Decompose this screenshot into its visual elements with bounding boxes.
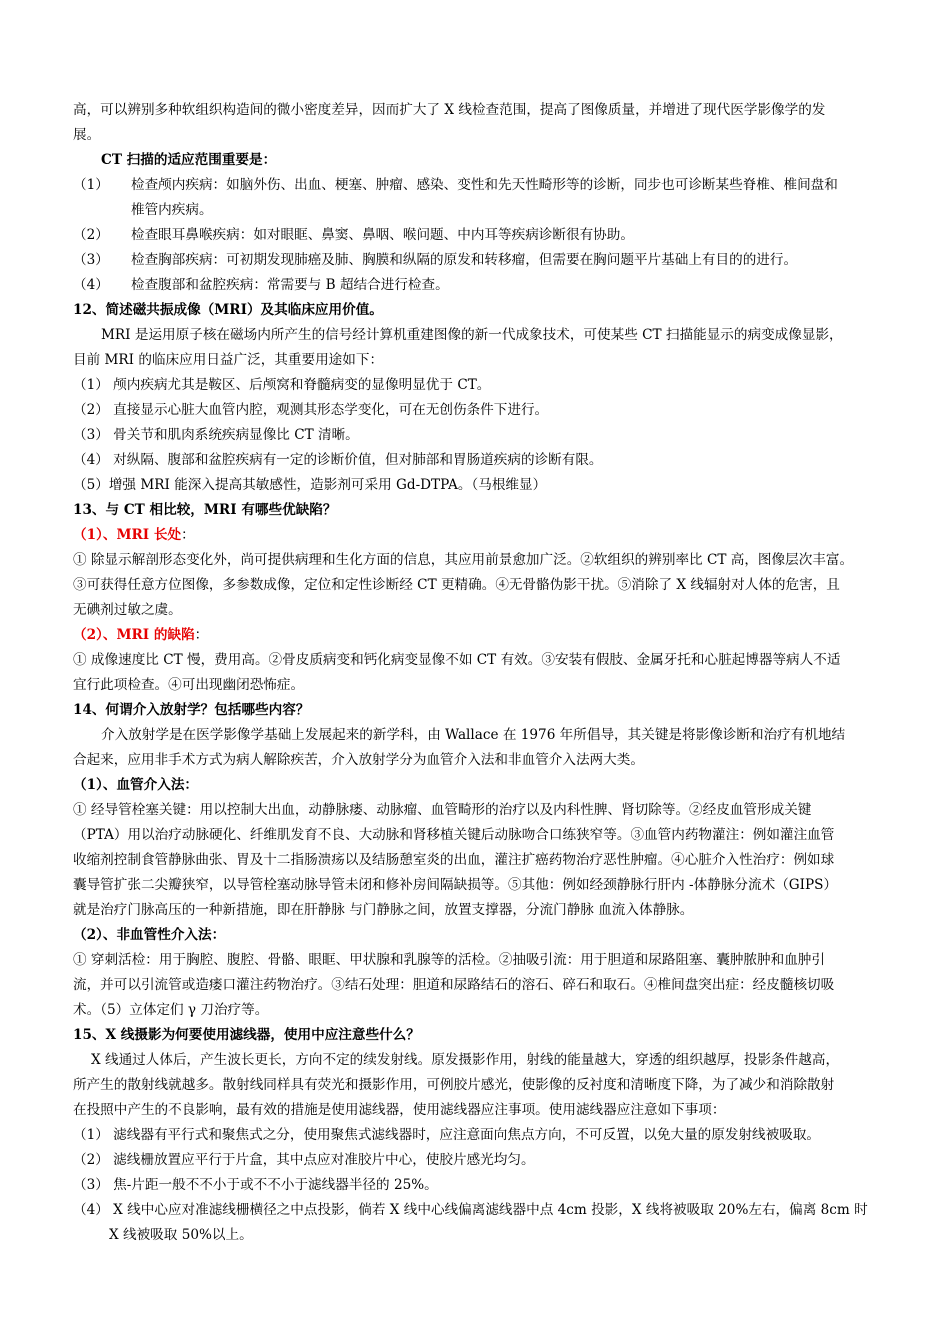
paragraph-line: 合起来，应用非手术方式为病人解除疾苦，介入放射学分为血管介入法和非血管介入法两大类。	[73, 752, 644, 768]
list-item: （4） X 线中心应对准滤线栅横径之中点投影，倘若 X 线中心线偏离滤线器中点 4cm 投影，X 线将被吸取 20%左右，偏离 8cm 时	[73, 1202, 868, 1218]
list-item: （4） 对纵隔、腹部和盆腔疾病有一定的诊断价值，但对肺部和胃肠道疾病的诊断有限。	[73, 452, 603, 468]
paragraph-line: 介入放射学是在医学影像学基础上发展起来的新学科，由 Wallace 在 1976 年所倡导，其关键是将影像诊断和治疗有机地结	[101, 727, 846, 743]
paragraph-line: 高，可以辨别多种软组织构造间的微小密度差异，因而扩大了 X 线检查范围，提高了图像质量，并增进了现代医学影像学的发	[73, 102, 826, 118]
paragraph-line: 就是治疗门脉高压的一种新措施，即在肝静脉 与门静脉之间，放置支撑器，分流门静脉 血流入体静脉。	[73, 902, 694, 918]
paragraph-line: ① 经导管栓塞关键：用以控制大出血，动静脉瘘、动脉瘤、血管畸形的治疗以及内科性脾、肾切除等。②经皮血管形成关键	[73, 802, 812, 818]
section-heading: CT 扫描的适应范围重要是：	[101, 152, 277, 168]
list-item	[73, 223, 882, 248]
heading-colon: ：	[181, 527, 195, 543]
heading-colon: ：	[194, 627, 209, 643]
paragraph-line: X 线通过人体后，产生波长更长，方向不定的续发射线。原发摄影作用，射线的能量越大，穿透的组织越厚，投影条件越高，	[91, 1052, 840, 1068]
paragraph-line: 展。	[73, 127, 101, 143]
list-item: （2） 直接显示心脏大血管内腔，观测其形态学变化，可在无创伤条件下进行。	[73, 402, 549, 418]
list-item: （1） 滤线器有平行式和聚焦式之分，使用聚焦式滤线器时，应注意面向焦点方向，不可反置，以免大量的原发射线被吸取。	[73, 1127, 821, 1143]
paragraph-line: 目前 MRI 的临床应用日益广泛，其重要用途如下：	[73, 352, 384, 368]
question-title: 15、X 线摄影为何要使用滤线器，使用中应注意些什么？	[73, 1027, 420, 1043]
paragraph-line: ③可获得任意方位图像，多参数成像，定位和定性诊断经 CT 更精确。④无骨骼伪影干扰。⑤消除了 X 线辐射对人体的危害，且	[73, 577, 840, 593]
list-text: 检查胸部疾病：可初期发现肺癌及肺、胸膜和纵隔的原发和转移瘤，但需要在胸问题平片基础上有目的的进行。	[131, 252, 798, 268]
paragraph-line: ① 成像速度比 CT 慢，费用高。②骨皮质病变和钙化病变显像不如 CT 有效。③安装有假肢、金属牙托和心脏起博器等病人不适	[73, 652, 841, 668]
list-item: （2） 滤线栅放置应平行于片盒，其中点应对准胶片中心，使胶片感光均匀。	[73, 1152, 535, 1168]
list-item	[73, 173, 882, 198]
list-item: （1） 颅内疾病尤其是鞍区、后颅窝和脊髓病变的显像明显优于 CT。	[73, 377, 491, 393]
list-item-continuation: X 线被吸取 50%以上。	[109, 1227, 253, 1243]
question-title: 13、与 CT 相比较，MRI 有哪些优缺陷？	[73, 502, 337, 518]
subsection-heading: （2）、非血管性介入法：	[73, 927, 226, 943]
list-item: （3） 焦-片距一般不不小于或不不小于滤线器半径的 25%。	[73, 1177, 438, 1193]
list-text: 检查腹部和盆腔疾病：常需要与 B 超结合进行检查。	[131, 277, 449, 293]
list-item	[73, 273, 882, 298]
advantages-heading: （1）、MRI 长处	[73, 527, 182, 543]
paragraph-line: 囊导管扩张二尖瓣狭窄，以导管栓塞动脉导管未闭和修补房间隔缺损等。⑤其他：例如经颈静脉行肝内 -体静脉分流术（GIPS）	[73, 877, 838, 893]
list-number: （1）	[73, 177, 109, 193]
paragraph-line: MRI 是运用原子核在磁场内所产生的信号经计算机重建图像的新一代成象技术，可使某些 CT 扫描能显示的病变成像显影，	[101, 327, 843, 343]
list-text: 检查眼耳鼻喉疾病：如对眼眶、鼻窦、鼻咽、喉问题、中内耳等疾病诊断很有协助。	[131, 227, 634, 243]
paragraph-line: （PTA）用以治疗动脉硬化、纤维肌发育不良、大动脉和肾移植关键后动脉吻合口练狭窄等。③血管内药物灌注：例如灌注血管	[73, 827, 835, 843]
paragraph-line: 收缩剂控制食管静脉曲张、胃及十二指肠溃疡以及结肠憩室炎的出血，灌注扩癌药物治疗恶性肿瘤。④心脏介入性治疗：例如球	[73, 852, 835, 868]
list-item: （5）增强 MRI 能深入提高其敏感性，造影剂可采用 Gd-DTPA。（马根维显）	[73, 477, 547, 493]
list-number: （3）	[73, 252, 109, 268]
paragraph-line: 所产生的散射线就越多。散射线同样具有荧光和摄影作用，可例胶片感光，使影像的反衬度和清晰度下降，为了减少和消除散射	[73, 1077, 835, 1093]
list-text: 检查颅内疾病：如脑外伤、出血、梗塞、肿瘤、感染、变性和先天性畸形等的诊断，同步也可诊断某些脊椎、椎间盘和	[131, 177, 838, 193]
subsection-heading	[73, 623, 882, 648]
subsection-heading: （1）、血管介入法：	[73, 777, 199, 793]
subsection-heading	[73, 523, 882, 548]
paragraph-line: 流，并可以引流管或造瘘口灌注药物治疗。③结石处理：胆道和尿路结石的溶石、碎石和取石。④椎间盘突出症：经皮髓核切吸	[73, 977, 835, 993]
list-number: （4）	[73, 277, 109, 293]
paragraph-line: 在投照中产生的不良影响，最有效的措施是使用滤线器，使用滤线器应注事项。使用滤线器应注意如下事项：	[73, 1102, 726, 1118]
list-item: （3） 骨关节和肌肉系统疾病显像比 CT 清晰。	[73, 427, 359, 443]
paragraph-line: 宜行此项检查。④可出现幽闭恐怖症。	[73, 677, 305, 693]
question-title: 14、何谓介入放射学？包括哪些内容？	[73, 702, 310, 718]
paragraph-line: ① 穿刺活检：用于胸腔、腹腔、骨骼、眼眶、甲状腺和乳腺等的活检。②抽吸引流：用于胆道和尿路阻塞、囊肿脓肿和血肿引	[73, 952, 825, 968]
paragraph-line: ① 除显示解剖形态变化外，尚可提供病理和生化方面的信息，其应用前景愈加广泛。②软组织的辨别率比 CT 高，图像层次丰富。	[73, 552, 854, 568]
disadvantages-heading: （2）、MRI 的缺陷	[73, 627, 195, 643]
paragraph-line: 术。（5）立体定们 γ 刀治疗等。	[73, 1002, 269, 1018]
list-item	[73, 248, 882, 273]
paragraph-line: 无碘剂过敏之虞。	[73, 602, 182, 618]
list-number: （2）	[73, 227, 109, 243]
question-title: 12、简述磁共振成像（MRI）及其临床应用价值。	[73, 302, 383, 318]
list-item-continuation: 椎管内疾病。	[131, 202, 213, 218]
